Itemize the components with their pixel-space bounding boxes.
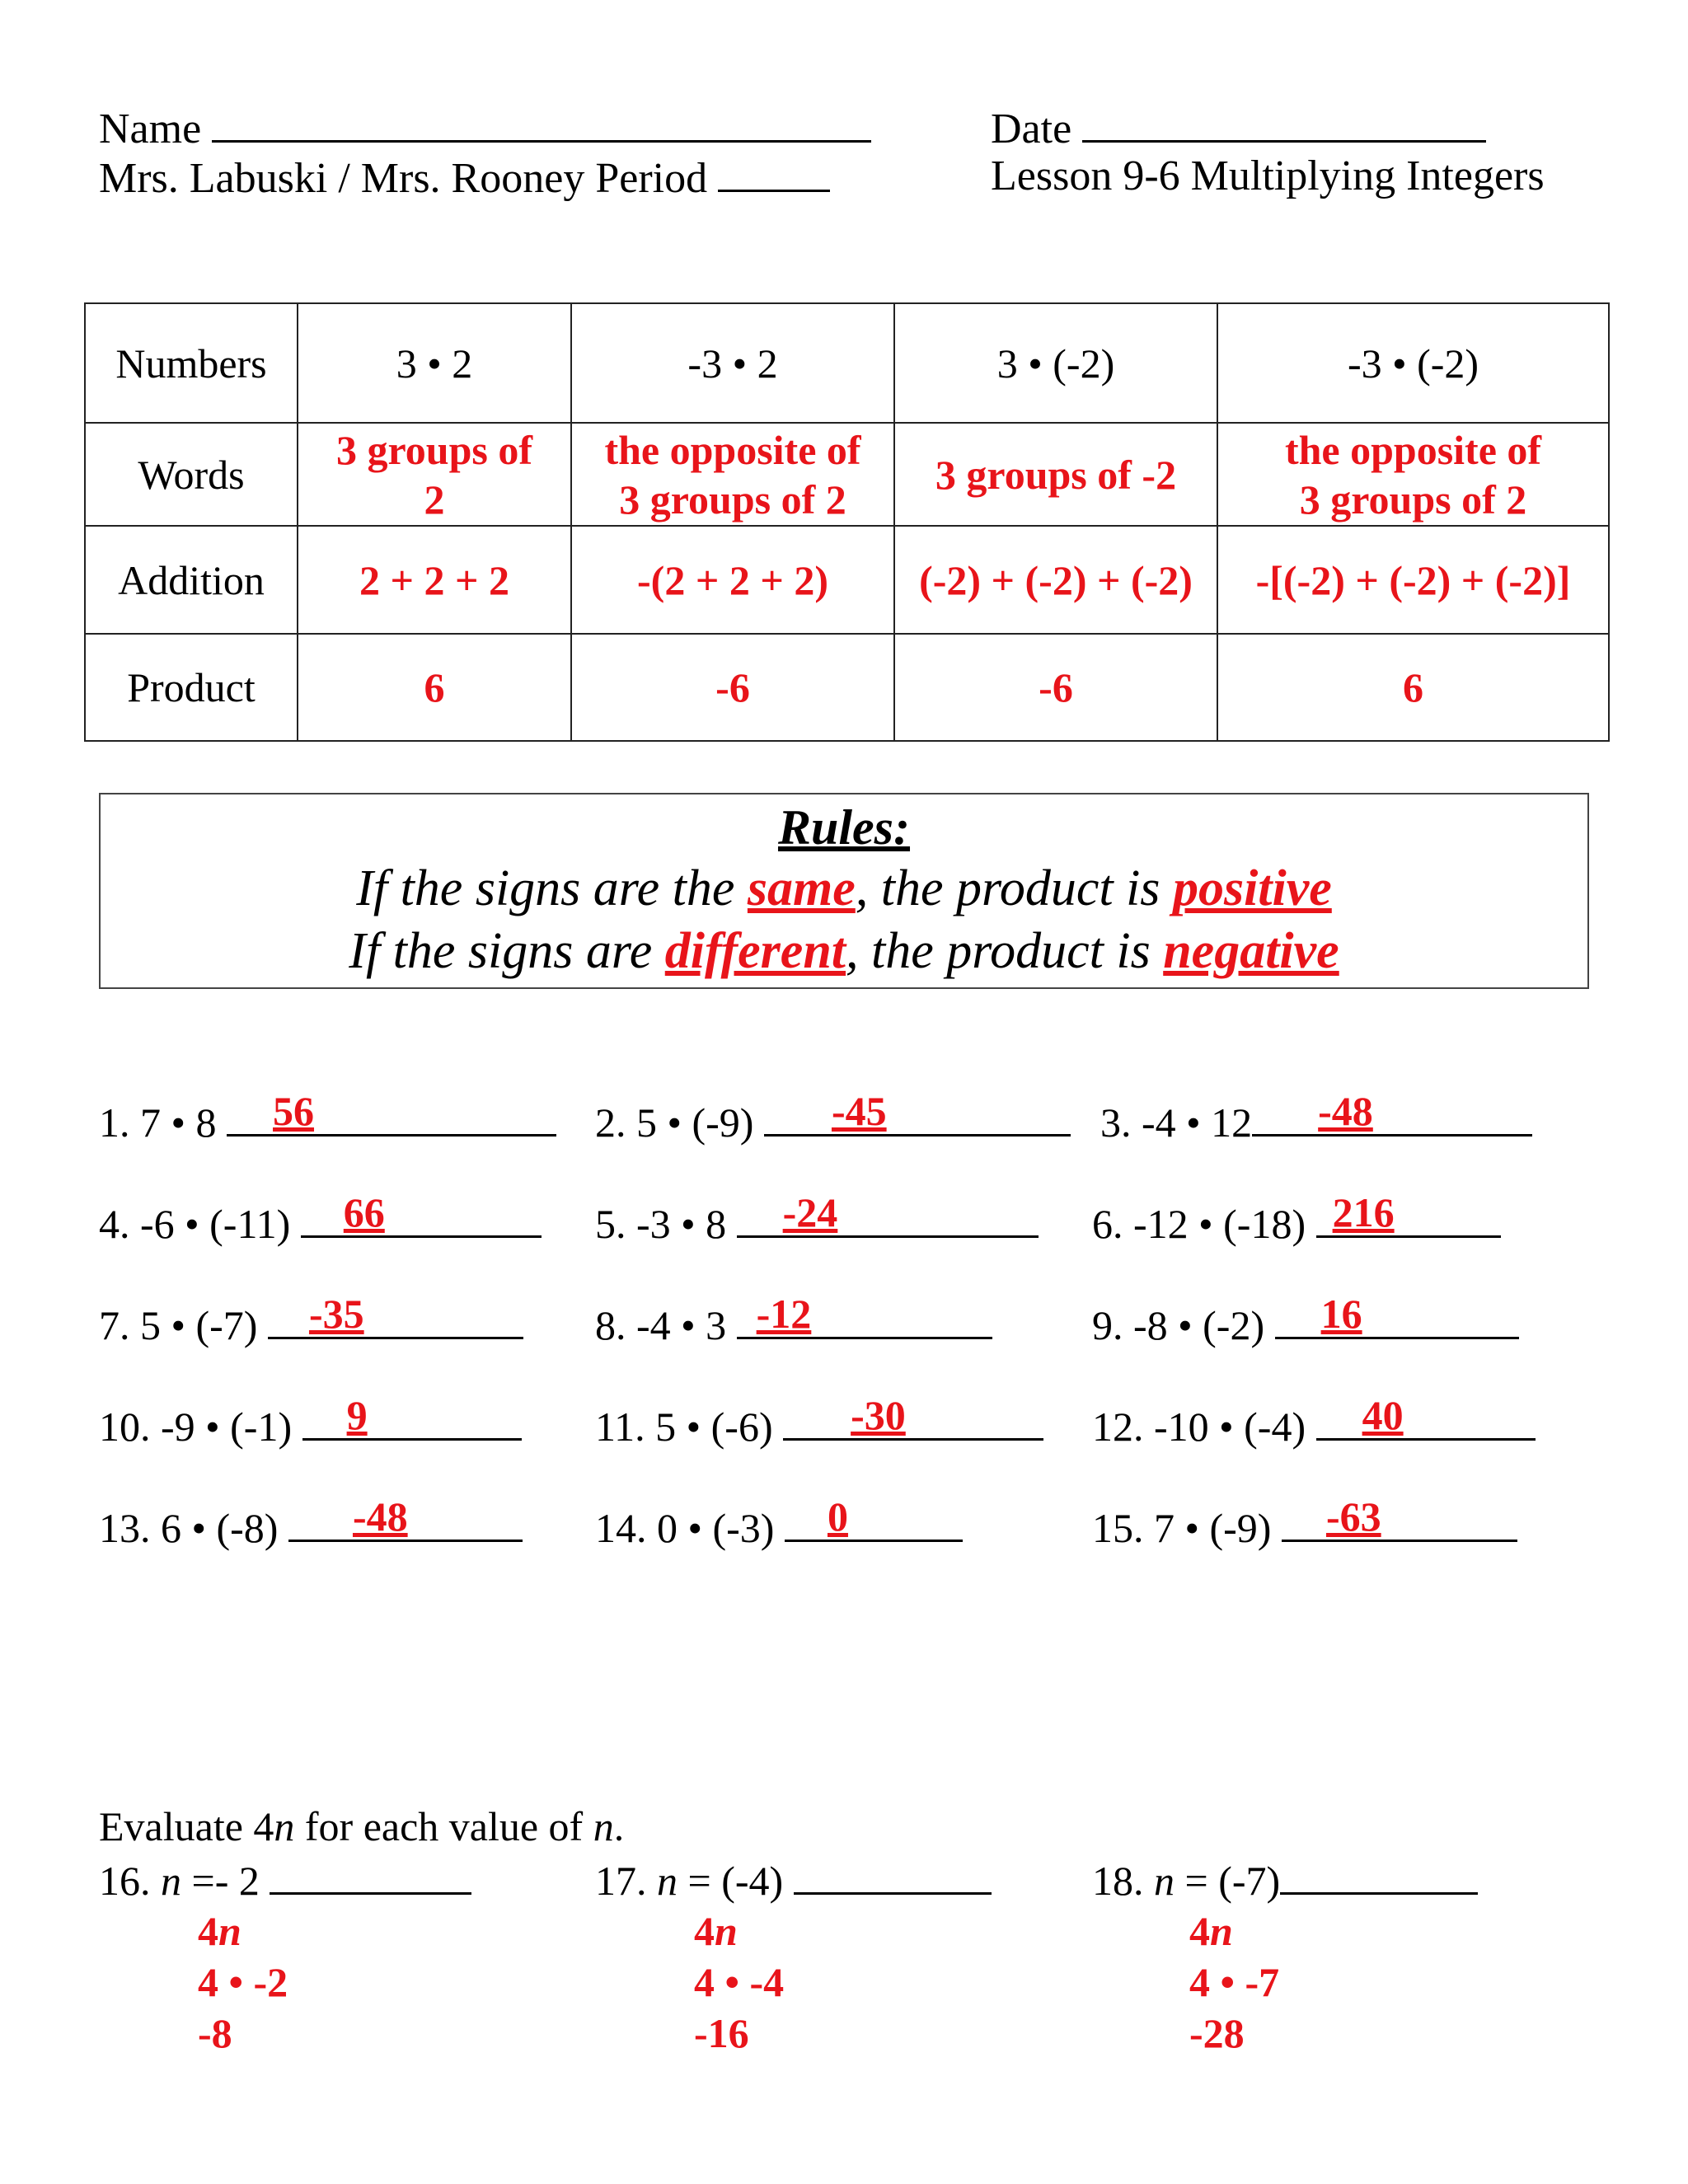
variable-n: n — [593, 1803, 614, 1849]
problem-text: 15. 7 • (-9) — [1092, 1505, 1272, 1551]
variable-n: n — [715, 1908, 738, 1954]
work-line — [198, 1905, 288, 1957]
instruction-text: . — [613, 1803, 625, 1849]
work-line — [694, 1905, 784, 1957]
words-line: 2 — [424, 476, 445, 523]
date-label: Date — [991, 105, 1072, 152]
work-text: 4 — [1189, 1908, 1210, 1954]
row-label: Words — [85, 423, 298, 526]
rule-text: If the signs are — [349, 923, 665, 979]
item-condition: = (-7) — [1175, 1858, 1281, 1904]
evaluate-item — [595, 1853, 992, 1905]
problem-item — [1092, 1493, 1517, 1553]
numbers-cell: 3 • (-2) — [894, 303, 1217, 423]
work-line: 4 • -7 — [1189, 1959, 1280, 2005]
problem-item — [595, 1189, 1039, 1249]
rule-text: , the product is — [855, 860, 1173, 916]
answer-value: 40 — [1362, 1392, 1404, 1438]
words-line: the opposite of — [604, 426, 861, 473]
words-cell — [298, 423, 571, 526]
rule-different-signs — [101, 920, 1587, 982]
problem-item — [1092, 1291, 1519, 1350]
evaluate-item — [99, 1853, 471, 1905]
answer-blank[interactable] — [268, 1291, 523, 1339]
evaluate-instruction — [99, 1802, 624, 1851]
problem-item — [1092, 1392, 1536, 1451]
product-cell: 6 — [298, 634, 571, 741]
item-number: 18. — [1092, 1858, 1154, 1904]
period-line — [99, 152, 830, 204]
numbers-cell: -3 • (-2) — [1217, 303, 1609, 423]
product-cell: 6 — [1217, 634, 1609, 741]
rule-keyword: same — [747, 860, 856, 916]
words-line: 3 groups of -2 — [935, 451, 1177, 498]
row-label: Product — [85, 634, 298, 741]
variable-n: n — [657, 1858, 678, 1904]
answer-value: 16 — [1320, 1291, 1362, 1337]
work-line: -8 — [198, 2010, 232, 2056]
answer-blank[interactable] — [302, 1392, 522, 1441]
numbers-cell: -3 • 2 — [571, 303, 894, 423]
variable-n: n — [1154, 1858, 1175, 1904]
name-label: Name — [99, 105, 202, 152]
rule-text: If the signs are the — [356, 860, 748, 916]
addition-cell: 2 + 2 + 2 — [298, 526, 571, 634]
multiplication-table — [84, 302, 1610, 742]
variable-n: n — [1210, 1908, 1233, 1954]
problem-item — [99, 1493, 523, 1553]
table-row-addition — [85, 526, 1609, 634]
words-line: 3 groups of 2 — [1299, 476, 1527, 523]
answer-value: 216 — [1332, 1189, 1395, 1235]
table-row-numbers — [85, 303, 1609, 423]
instruction-text: Evaluate 4 — [99, 1803, 274, 1849]
work-line: 4 • -2 — [198, 1959, 288, 2005]
variable-n: n — [218, 1908, 241, 1954]
problem-text: 11. 5 • (-6) — [595, 1404, 773, 1450]
variable-n: n — [161, 1858, 181, 1904]
numbers-cell: 3 • 2 — [298, 303, 571, 423]
words-line: the opposite of — [1284, 426, 1542, 473]
period-field[interactable] — [718, 152, 830, 192]
answer-value: -48 — [1318, 1088, 1373, 1134]
words-cell — [571, 423, 894, 526]
product-cell: -6 — [894, 634, 1217, 741]
answer-blank[interactable] — [794, 1853, 992, 1895]
answer-value: -35 — [308, 1291, 364, 1337]
work-line: 4 • -4 — [694, 1959, 785, 2005]
answer-blank[interactable] — [227, 1088, 556, 1137]
problem-text: 10. -9 • (-1) — [99, 1404, 293, 1450]
addition-cell: (-2) + (-2) + (-2) — [894, 526, 1217, 634]
answer-value: 9 — [346, 1392, 368, 1438]
instruction-text: for each value of — [294, 1803, 593, 1849]
work-steps — [198, 1905, 288, 2059]
answer-blank[interactable] — [783, 1392, 1043, 1441]
answer-value: -48 — [352, 1493, 408, 1540]
answer-blank[interactable] — [1252, 1088, 1532, 1137]
work-steps — [1189, 1905, 1279, 2059]
addition-cell: -(2 + 2 + 2) — [571, 526, 894, 634]
problem-item — [99, 1392, 522, 1451]
lesson-title: Lesson 9-6 Multiplying Integers — [991, 152, 1545, 199]
problem-item — [1100, 1088, 1532, 1147]
problem-text: 6. -12 • (-18) — [1092, 1201, 1306, 1247]
words-line: 3 groups of 2 — [619, 476, 846, 523]
answer-blank[interactable] — [764, 1088, 1071, 1137]
rule-keyword: different — [664, 923, 846, 979]
item-number: 16. — [99, 1858, 161, 1904]
answer-blank[interactable] — [785, 1493, 963, 1542]
problem-text: 7. 5 • (-7) — [99, 1302, 258, 1348]
problem-item — [1092, 1189, 1501, 1249]
table-row-product — [85, 634, 1609, 741]
rules-title: Rules: — [777, 800, 911, 855]
rules-box — [99, 793, 1589, 989]
problem-text: 14. 0 • (-3) — [595, 1505, 775, 1551]
answer-blank[interactable] — [1282, 1493, 1517, 1542]
row-label: Numbers — [85, 303, 298, 423]
answer-blank[interactable] — [1316, 1189, 1501, 1238]
answer-value: 0 — [827, 1493, 848, 1540]
date-line — [991, 102, 1486, 154]
rule-text: , the product is — [846, 923, 1164, 979]
answer-blank[interactable] — [737, 1291, 992, 1339]
answer-blank[interactable] — [270, 1853, 471, 1895]
problem-text: 13. 6 • (-8) — [99, 1505, 279, 1551]
problem-text: 12. -10 • (-4) — [1092, 1404, 1306, 1450]
words-cell — [1217, 423, 1609, 526]
answer-value: 66 — [343, 1189, 385, 1235]
problem-text: 2. 5 • (-9) — [595, 1099, 754, 1146]
answer-value: -12 — [756, 1291, 812, 1337]
problem-text: 4. -6 • (-11) — [99, 1201, 291, 1247]
problem-text: 5. -3 • 8 — [595, 1201, 727, 1247]
teacher-period-label: Mrs. Labuski / Mrs. Rooney Period — [99, 155, 708, 202]
answer-blank[interactable] — [1275, 1291, 1519, 1339]
date-field[interactable] — [1082, 102, 1486, 143]
rule-keyword: positive — [1172, 860, 1332, 916]
product-cell: -6 — [571, 634, 894, 741]
row-label: Addition — [85, 526, 298, 634]
work-text: 4 — [694, 1908, 715, 1954]
answer-blank[interactable] — [1316, 1392, 1536, 1441]
name-line — [99, 102, 871, 154]
problem-item — [595, 1088, 1071, 1147]
problem-text: 9. -8 • (-2) — [1092, 1302, 1265, 1348]
answer-blank[interactable] — [288, 1493, 523, 1542]
problem-text: 8. -4 • 3 — [595, 1302, 727, 1348]
variable-n: n — [274, 1803, 295, 1849]
answer-blank[interactable] — [737, 1189, 1039, 1238]
item-number: 17. — [595, 1858, 657, 1904]
item-condition: =- 2 — [181, 1858, 260, 1904]
answer-value: 56 — [273, 1088, 315, 1134]
problem-text: 1. 7 • 8 — [99, 1099, 217, 1146]
evaluate-item — [1092, 1853, 1478, 1905]
answer-blank[interactable] — [301, 1189, 542, 1238]
work-steps — [694, 1905, 784, 2059]
problem-item — [99, 1088, 556, 1147]
work-line — [1189, 1905, 1279, 1957]
answer-value: -24 — [782, 1189, 838, 1235]
work-line: -16 — [694, 2010, 749, 2056]
answer-value: -45 — [831, 1088, 887, 1134]
problem-item — [99, 1189, 542, 1249]
work-line: -28 — [1189, 2010, 1245, 2056]
table-row-words — [85, 423, 1609, 526]
problem-item — [595, 1392, 1043, 1451]
rule-same-signs — [101, 857, 1587, 920]
answer-blank[interactable] — [1280, 1853, 1478, 1895]
words-cell — [894, 423, 1217, 526]
problem-item — [99, 1291, 523, 1350]
name-field[interactable] — [212, 102, 871, 143]
addition-cell: -[(-2) + (-2) + (-2)] — [1217, 526, 1609, 634]
words-line: 3 groups of — [335, 426, 532, 473]
rule-keyword: negative — [1163, 923, 1339, 979]
answer-value: -63 — [1325, 1493, 1381, 1540]
problem-item — [595, 1493, 963, 1553]
problem-item — [595, 1291, 992, 1350]
answer-value: -30 — [851, 1392, 906, 1438]
item-condition: = (-4) — [678, 1858, 784, 1904]
work-text: 4 — [198, 1908, 218, 1954]
problem-text: 3. -4 • 12 — [1100, 1099, 1253, 1146]
